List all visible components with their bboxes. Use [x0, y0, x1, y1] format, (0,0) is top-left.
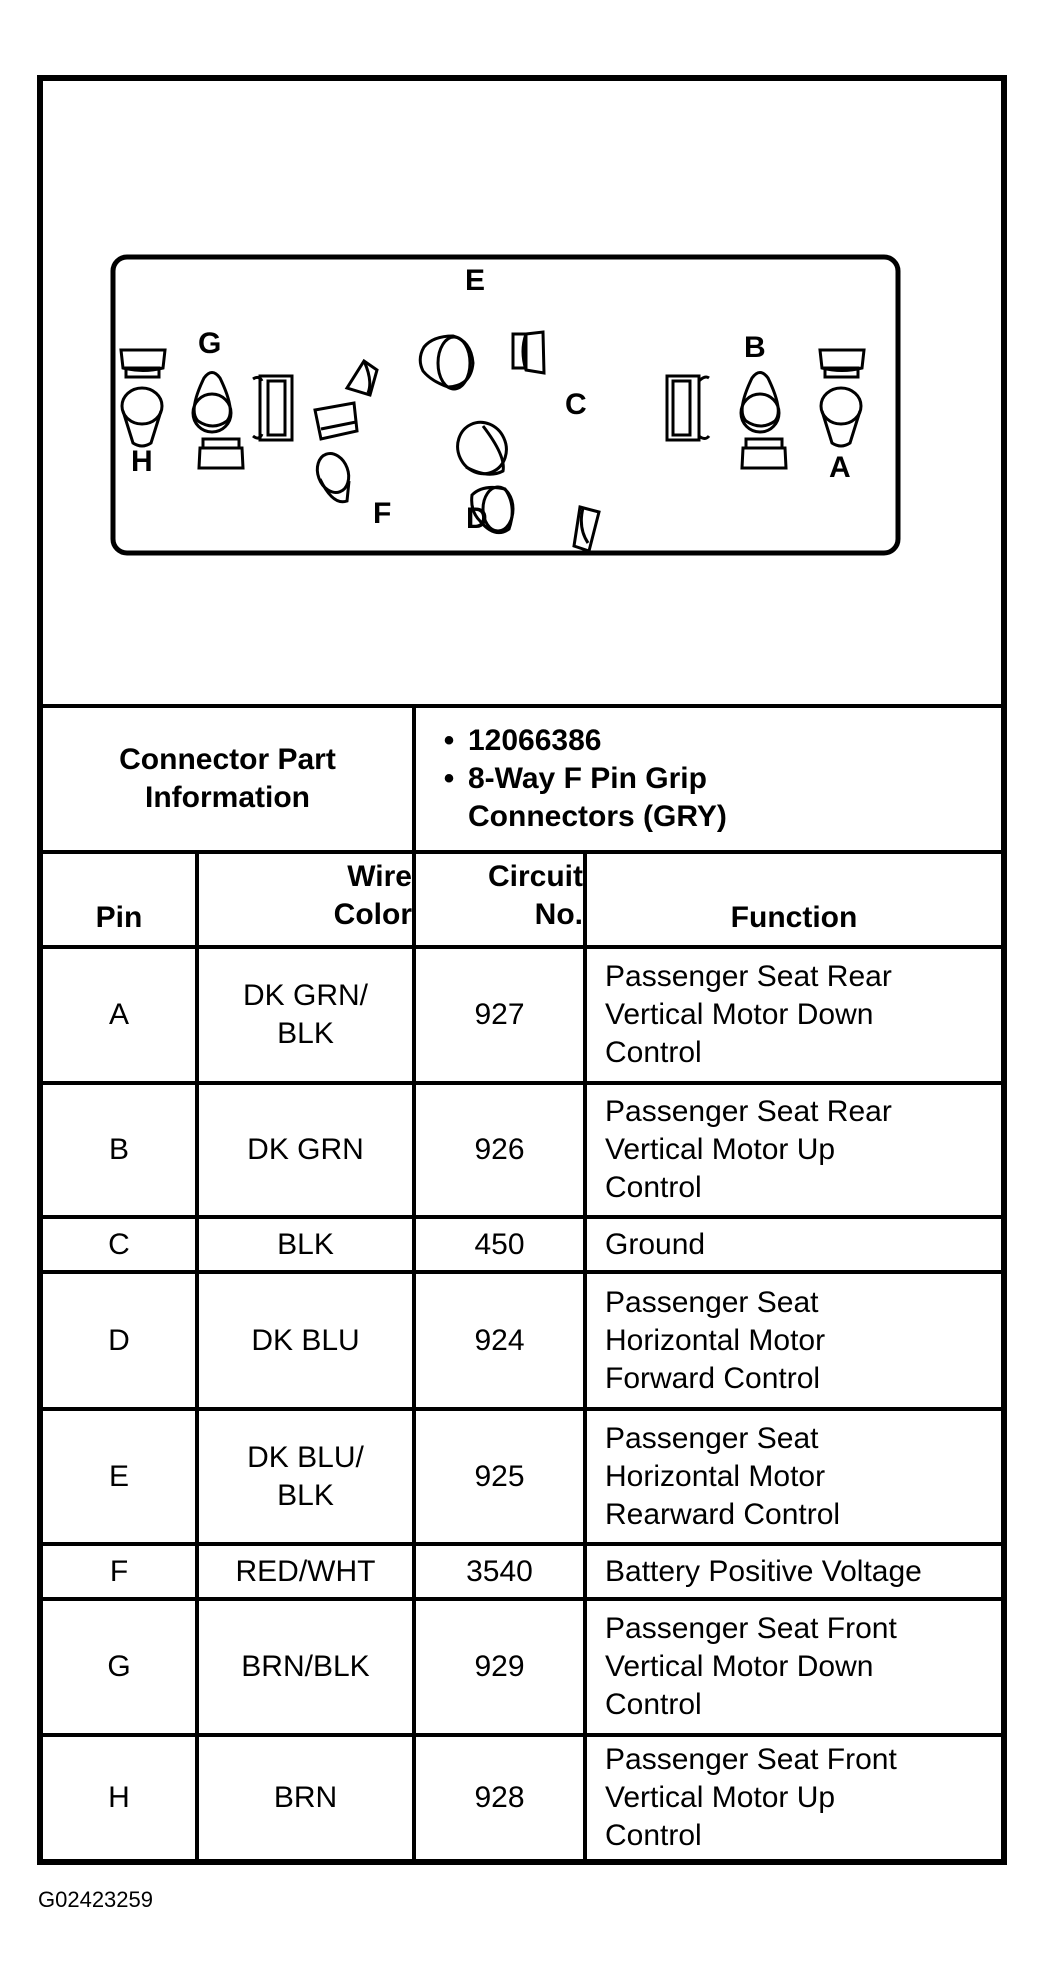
row-c-wire-color: BLK — [277, 1227, 334, 1261]
connector-drawing-icon — [43, 81, 1001, 704]
row-h-circuit: 928 — [474, 1781, 525, 1814]
row-c-function: Ground — [605, 1227, 706, 1261]
figure-id-caption: G02423259 — [38, 1887, 153, 1912]
row-a-function: Passenger Seat Rear Vertical Motor Down Control — [605, 960, 892, 1069]
pin-label-a: A — [829, 451, 851, 484]
pin-f-terminal-icon — [312, 403, 357, 502]
pin-label-e: E — [465, 264, 486, 297]
right-latch-icon — [667, 376, 709, 440]
row-e-circuit: 925 — [474, 1459, 525, 1493]
pin-label-b: B — [744, 331, 766, 364]
row-c-pin: C — [108, 1227, 130, 1261]
pin-c-terminal-icon — [449, 414, 514, 481]
row-f-circuit: 3540 — [466, 1554, 533, 1588]
pin-g-terminal-icon — [193, 373, 243, 469]
row-g-circuit: 929 — [474, 1650, 525, 1683]
row-d-function: Passenger Seat Horizontal Motor Forward Control — [605, 1285, 826, 1395]
part-number-item: • 12066386 — [443, 724, 602, 757]
pin-d-terminal-icon — [472, 487, 599, 551]
row-a-wire-color: DK GRN/ BLK — [242, 979, 368, 1050]
row-b-wire-color: DK GRN — [247, 1133, 364, 1166]
row-g-function: Passenger Seat Front Vertical Motor Down Control — [605, 1612, 897, 1721]
row-a-circuit: 927 — [474, 998, 525, 1031]
row-d-pin: D — [108, 1323, 130, 1357]
row-b-function: Passenger Seat Rear Vertical Motor Up Control — [605, 1095, 892, 1204]
connector-type-item: • 8-Way F Pin Grip Connectors (GRY) — [443, 762, 727, 833]
pin-b-terminal-icon — [741, 373, 786, 469]
row-e-pin: E — [108, 1459, 129, 1493]
row-f-pin: F — [109, 1554, 129, 1588]
header-function: Function — [730, 901, 858, 934]
header-wire-color: Wire Color — [333, 859, 412, 931]
row-e-function: Passenger Seat Horizontal Motor Rearward Control — [605, 1421, 841, 1531]
row-e-wire-color: DK BLU/ BLK — [247, 1440, 364, 1512]
pin-label-f: F — [373, 497, 392, 530]
row-g-wire-color: BRN/BLK — [241, 1650, 370, 1683]
pin-e-terminal-icon — [420, 332, 544, 389]
connector-face-diagram — [43, 81, 1001, 704]
pin-label-d: D — [466, 502, 488, 535]
connector-part-info-label: Connector Part Information — [119, 743, 336, 814]
row-d-wire-color: DK BLU — [251, 1323, 360, 1357]
row-a-pin: A — [108, 998, 129, 1031]
row-h-function: Passenger Seat Front Vertical Motor Up Control — [605, 1743, 897, 1852]
row-g-pin: G — [107, 1650, 131, 1683]
connector-part-info-values — [416, 708, 1001, 850]
row-d-circuit: 924 — [474, 1323, 525, 1357]
row-b-pin: B — [108, 1133, 129, 1166]
pin-a-terminal-icon — [820, 350, 864, 446]
connector-document-frame — [37, 75, 1007, 1865]
pin-h-terminal-icon — [121, 350, 165, 446]
row-h-pin: H — [108, 1781, 130, 1814]
pin-label-h: H — [131, 445, 153, 478]
row-c-circuit: 450 — [474, 1227, 525, 1261]
left-latch-icon — [253, 376, 292, 440]
row-f-function: Battery Positive Voltage — [605, 1554, 922, 1588]
row-b-circuit: 926 — [474, 1133, 525, 1166]
header-circuit-no: Circuit No. — [487, 859, 583, 931]
center-key-icon — [347, 361, 377, 395]
header-pin: Pin — [95, 901, 143, 934]
row-f-wire-color: RED/WHT — [235, 1554, 376, 1588]
row-h-wire-color: BRN — [273, 1781, 338, 1814]
pin-label-c: C — [565, 388, 587, 421]
pin-label-g: G — [198, 327, 222, 360]
